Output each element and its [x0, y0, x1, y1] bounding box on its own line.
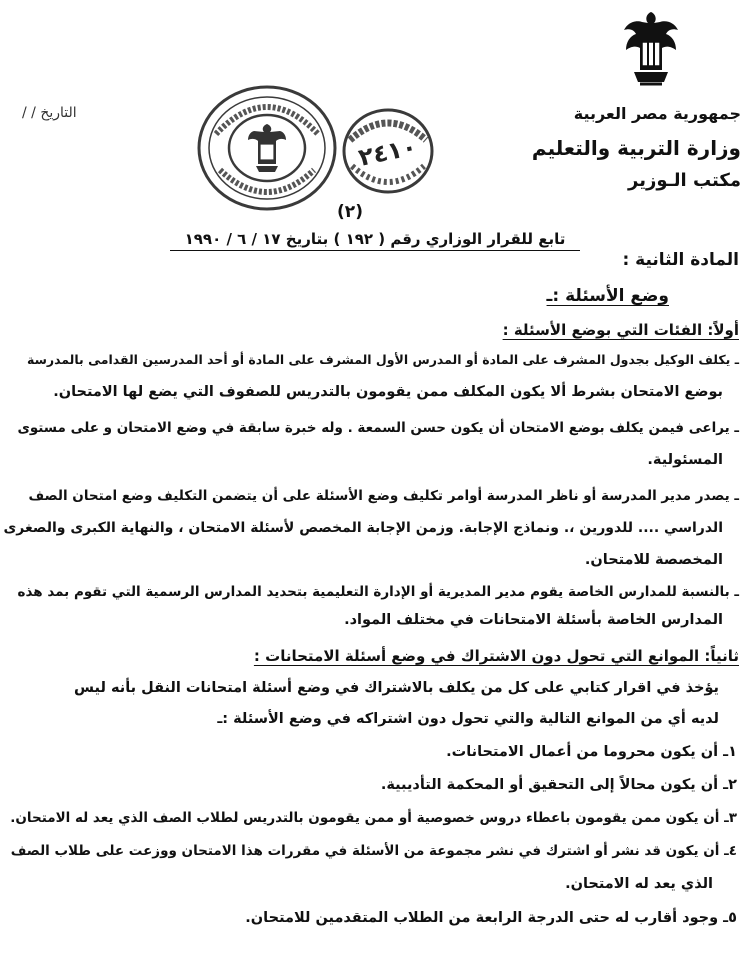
- section1-line: المخصصة للامتحان.: [584, 552, 723, 568]
- section2-intro: لديه أي من الموانع التالية والتي تحول دون اشتراكه في وضع الأسئلة :ـ: [217, 711, 719, 727]
- office-name: مكتب الـوزير: [628, 170, 741, 191]
- section2-intro: يؤخذ في اقرار كتابي على كل من يكلف بالاشتراك في وضع أسئلة امتحانات النقل بأنه ليس: [74, 680, 719, 696]
- section1-title: أولاً: الفئات التي بوضع الأسئلة :: [502, 321, 739, 339]
- page-number: (٢): [337, 202, 363, 222]
- section1-line: المسئولية.: [647, 452, 723, 468]
- republic-name: جمهورية مصر العربية: [573, 104, 741, 123]
- registry-stamp-icon: [340, 106, 436, 196]
- section2-title: ثانياً: الموانع التي تحول دون الاشتراك في وضع أسئلة الامتحانات :: [253, 647, 739, 665]
- section1-line: المدارس الخاصة بأسئلة الامتحانات في مختلف المواد.: [344, 612, 723, 628]
- section2-item: ١ـ أن يكون محروما من أعمال الامتحانات.: [446, 744, 737, 760]
- section1-line: الدراسي .... للدورين ،. ونماذج الإجابة. وزمن الإجابة المخصص لأسئلة الامتحان ، والنهاية الكبرى والصغرى: [3, 520, 723, 536]
- section2-item: ٤ـ أن يكون قد نشر أو اشترك في نشر مجموعة من الأسئلة في مقررات هذا الامتحان ووزعت على طلاب الصف: [10, 843, 737, 859]
- article-heading: المادة الثانية :: [622, 250, 739, 270]
- section1-line: بوضع الامتحان بشرط ألا يكون المكلف ممن يقومون بالتدريس للصفوف التي يضع لها الامتحان.: [53, 384, 723, 400]
- article-subject: وضع الأسئلة :ـ: [546, 286, 669, 306]
- official-seal-icon: [196, 84, 338, 212]
- section2-item: ٥ـ وجود أقارب له حتى الدرجة الرابعة من الطلاب المتقدمين للامتحان.: [245, 910, 737, 926]
- section2-item: ٢ـ أن يكون محالاً إلى التحقيق أو المحكمة التأديبية.: [380, 777, 737, 793]
- eagle-emblem-icon: [620, 8, 682, 90]
- section1-line: ـ يراعى فيمن يكلف بوضع الامتحان أن يكون حسن السمعة . وله خبرة سابقة في وضع الامتحان و على مستوى: [17, 420, 739, 436]
- section1-line: ـ يصدر مدير المدرسة أو ناظر المدرسة أوامر تكليف وضع الأسئلة على أن يتضمن التكليف وضع امتحان الصف: [28, 488, 739, 504]
- section1-line: ـ يكلف الوكيل بجدول المشرف على المادة أو المدرس الأول المشرف على المادة أو أحد المدرسين القدامى بالمدرسة: [27, 352, 739, 367]
- section2-item: ٣ـ أن يكون ممن يقومون باعطاء دروس خصوصية أو ممن يقومون بالتدريس لطلاب الصف الذي يعد له الامتحان.: [10, 810, 737, 826]
- ministry-name: وزارة التربية والتعليم: [531, 136, 741, 160]
- section1-line: ـ بالنسبة للمدارس الخاصة يقوم مدير المديرية أو الإدارة التعليمية بتحديد المدارس الرسمية التي تقوم بمد هذه: [17, 584, 739, 600]
- stamp-number: ٢٤١٠: [356, 132, 420, 172]
- decree-reference: تابع للقرار الوزاري رقم ( ١٩٢ ) بتاريخ ١٧ / ٦ / ١٩٩٠: [170, 230, 580, 251]
- date-field: التاريخ / /: [22, 105, 77, 121]
- section2-item: الذي يعد له الامتحان.: [565, 876, 713, 892]
